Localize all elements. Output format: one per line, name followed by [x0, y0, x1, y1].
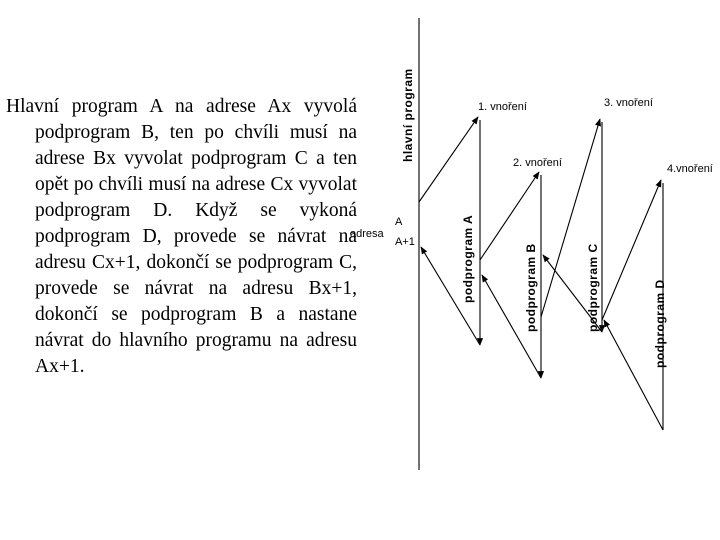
subprogram-d-label: podprogram D: [653, 279, 667, 368]
description-text: Hlavní program A na adrese Ax vyvolá podprogram B, ten po chvíli musí na adrese Bx vyvolat podprogram C a ten opět po chvíli musí na adrese Cx vyvolat podprogram D. Když se vykoná podprogram D, provede se návrat na adresu Cx+1, dokončí se podprogram C, provede se návrat na adresu Bx+1, dokončí se podprogram B a nastane návrat do hlavního programu na adresu Ax+1.: [6, 96, 357, 377]
address-a1-label: A+1: [395, 236, 415, 248]
nesting-label-2: 2. vnoření: [513, 157, 562, 169]
nesting-label-1: 1. vnoření: [478, 101, 527, 113]
address-a-label: A: [395, 216, 403, 228]
address-label: adresa: [350, 228, 384, 240]
nesting-label-4: 4.vnoření: [667, 163, 713, 175]
nesting-label-3: 3. vnoření: [604, 97, 653, 109]
subprogram-b-label: podprogram B: [524, 243, 538, 332]
call-arrow-1: [419, 117, 478, 202]
main-program-label: hlavní program: [401, 68, 415, 162]
subprogram-c-label: podprogram C: [586, 243, 600, 332]
subprogram-a-label: podprogram A: [461, 214, 475, 303]
